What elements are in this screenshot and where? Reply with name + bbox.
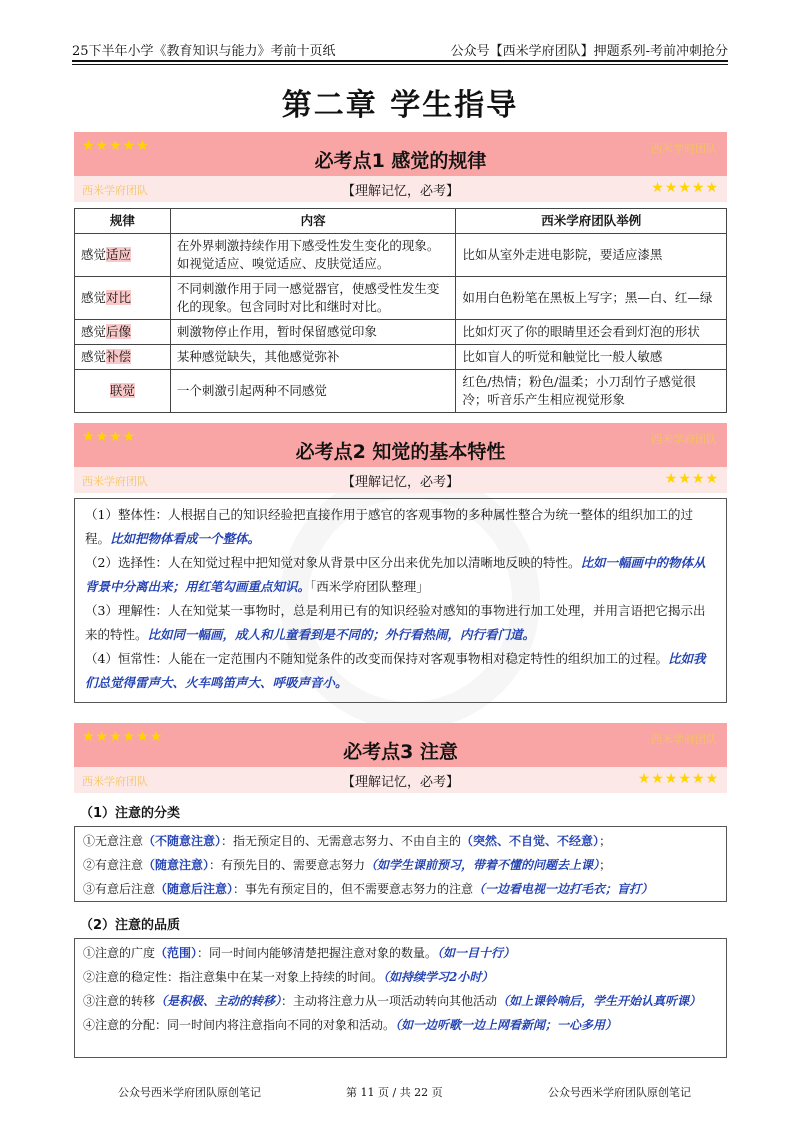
footer-left: 公众号西米学府团队原创笔记: [118, 1086, 261, 1099]
column-header: 规律: [75, 209, 171, 234]
footer-right: 公众号西米学府团队原创笔记: [548, 1086, 691, 1099]
item-example: （如上课铃响后，学生开始认真听课）: [497, 994, 702, 1008]
law-cell: [75, 320, 171, 345]
law-cell: [75, 277, 171, 320]
attention-quality-item: [83, 965, 718, 989]
attention-class-item: [83, 829, 718, 853]
item-desc: ：主动将注意力从一项活动转向其他活动: [281, 994, 498, 1008]
item-term: ②注意的稳定性: [83, 970, 168, 984]
attention-quality-box: [74, 938, 727, 1058]
law-prefix: 感觉: [81, 290, 107, 305]
item-alias: （随意注意）: [143, 858, 210, 872]
brand-watermark: 西米学府团队: [82, 475, 148, 488]
attention-class-item: [83, 853, 718, 877]
item-term: ①无意注意: [83, 834, 144, 848]
brand-watermark: 西米学府团队: [82, 775, 148, 788]
chapter-title: 第二章 学生指导: [281, 88, 519, 123]
item-desc: ：同一时间内将注意指向不同的对象和活动。: [155, 1018, 396, 1032]
perception-example: 比如一幅画中的物体从背景中分离出来；用红笔勾画重点知识。: [85, 555, 706, 594]
example-cell: 如用白色粉笔在黑板上写字；黑—白、红—绿: [456, 277, 727, 320]
item-term: ④注意的分配: [83, 1018, 156, 1032]
perception-note: 「西米学府团队整理」: [310, 579, 429, 594]
item-example: （一边看电视一边打毛衣；盲打）: [473, 882, 654, 896]
attention-quality-item: [83, 1013, 718, 1037]
section-banner-3: [74, 723, 727, 793]
header-rule-thin: [72, 64, 728, 65]
star-rating-icon: ★★★★★★: [82, 729, 164, 745]
law-prefix: 感觉: [81, 349, 107, 364]
column-header: 内容: [170, 209, 456, 234]
brand-watermark: 西米学府团队: [651, 733, 717, 746]
attention-class-box: [74, 826, 727, 902]
section-title: 必考点2 知觉的基本特性: [295, 441, 506, 463]
perception-example: 比如我们总觉得雷声大、火车鸣笛声大、呼吸声音小。: [85, 651, 706, 690]
perception-text: （2）选择性：人在知觉过程中把知觉对象从背景中区分出来优先加以清晰地反映的特性。: [85, 555, 581, 570]
brand-watermark: 西米学府团队: [651, 433, 717, 446]
law-highlight: 对比: [106, 290, 132, 305]
section-banner-1: [74, 132, 727, 202]
perception-item: [85, 599, 716, 647]
star-rating-icon: ★★★★: [82, 429, 137, 445]
example-cell: 比如灯灭了你的眼睛里还会看到灯泡的形状: [456, 320, 727, 345]
perception-text: （4）恒常性：人能在一定范围内不随知觉条件的改变而保持对客观事物相对稳定特性的组织加工的过程。: [85, 651, 668, 666]
law-highlight: 补偿: [106, 349, 132, 364]
content-cell: 一个刺激引起两种不同感觉: [170, 370, 456, 413]
brand-watermark: 西米学府团队: [651, 142, 717, 155]
item-example: （如一目十行）: [437, 946, 516, 960]
section-subtitle: 【理解记忆，必考】: [341, 775, 459, 790]
item-alias: （是积极、主动的转移）: [155, 994, 282, 1008]
header-right: 公众号【西米学府团队】押题系列-考前冲刺抢分: [450, 44, 728, 59]
perception-example: 比如把物体看成一个整体。: [110, 531, 261, 546]
perception-item: [85, 647, 716, 695]
item-end: ；: [599, 858, 612, 872]
section-title: 必考点3 注意: [343, 741, 458, 763]
law-highlight: 适应: [106, 247, 132, 262]
item-desc: ：事先有预定目的，但不需要意志努力的注意: [233, 882, 474, 896]
law-cell: [75, 234, 171, 277]
item-example: （如一边听歌一边上网看新闻；一心多用）: [395, 1018, 618, 1032]
star-rating-icon: ★★★★★★: [637, 771, 719, 787]
perception-item: [85, 551, 716, 599]
content-cell: 某种感觉缺失，其他感觉弥补: [170, 345, 456, 370]
star-rating-icon: ★★★★★: [82, 138, 150, 154]
content-cell: 不同刺激作用于同一感觉器官，使感受性发生变化的现象。包含同时对比和继时对比。: [170, 277, 456, 320]
sensation-law-table: [74, 208, 727, 413]
perception-box: [74, 498, 727, 703]
page-number: 第 11 页 / 共 22 页: [346, 1086, 443, 1099]
attention-class-item: [83, 877, 718, 901]
item-example: （突然、不自觉、不经意）: [461, 834, 600, 848]
table-row: [75, 370, 727, 413]
law-prefix: 感觉: [81, 324, 107, 339]
perception-example: 比如同一幅画，成人和儿童看到是不同的；外行看热闹，内行看门道。: [147, 627, 536, 642]
section-banner-2: [74, 423, 727, 493]
table-row: [75, 277, 727, 320]
example-cell: 比如从室外走进电影院，要适应漆黑: [456, 234, 727, 277]
item-alias: （随意后注意）: [155, 882, 234, 896]
content-cell: 刺激物停止作用，暂时保留感觉印象: [170, 320, 456, 345]
star-rating-icon: ★★★★★: [651, 180, 719, 196]
item-alias: （不随意注意）: [143, 834, 222, 848]
brand-watermark: 西米学府团队: [82, 184, 148, 197]
law-highlight: 后像: [106, 324, 132, 339]
example-cell: 比如盲人的听觉和触觉比一般人敏感: [456, 345, 727, 370]
perception-text: （1）整体性：人根据自己的知识经验把直接作用于感官的客观事物的多种属性整合为统一整体的组织加工的过程。: [85, 507, 693, 546]
item-term: ③有意后注意: [83, 882, 156, 896]
header-rule: [72, 60, 728, 62]
table-row: [75, 345, 727, 370]
item-desc: ：同一时间内能够清楚把握注意对象的数量。: [197, 946, 438, 960]
item-desc: ：指无预定目的、无需意志努力、不由自主的: [221, 834, 462, 848]
item-example: （如学生课前预习，带着不懂的问题去上课）: [365, 858, 600, 872]
column-header: 西米学府团队举例: [456, 209, 727, 234]
law-cell: [75, 370, 171, 413]
item-desc: ：有预先目的、需要意志努力: [209, 858, 366, 872]
table-header-row: [75, 209, 727, 234]
item-end: ；: [599, 834, 612, 848]
perception-text: （3）理解性：人在知觉某一事物时，总是利用已有的知识经验对感知的事物进行加工处理，并用言语把它揭示出来的特性。: [85, 603, 706, 642]
content-cell: 在外界刺激持续作用下感受性发生变化的现象。如视觉适应、嗅觉适应、皮肤觉适应。: [170, 234, 456, 277]
attention-quality-heading: （2）注意的品质: [80, 918, 181, 933]
header-left: 25下半年小学《教育知识与能力》考前十页纸: [72, 44, 336, 59]
table-row: [75, 320, 727, 345]
item-term: ①注意的广度: [83, 946, 156, 960]
item-alias: （范围）: [155, 946, 198, 960]
section-subtitle: 【理解记忆，必考】: [341, 184, 459, 199]
section-subtitle: 【理解记忆，必考】: [341, 475, 459, 490]
page-header: [72, 40, 728, 60]
attention-quality-item: [83, 941, 718, 965]
item-term: ③注意的转移: [83, 994, 156, 1008]
attention-quality-item: [83, 989, 718, 1013]
item-desc: ：指注意集中在某一对象上持续的时间。: [167, 970, 384, 984]
table-row: [75, 234, 727, 277]
item-term: ②有意注意: [83, 858, 144, 872]
star-rating-icon: ★★★★: [664, 471, 719, 487]
attention-classification-heading: （1）注意的分类: [80, 806, 181, 821]
section-title: 必考点1 感觉的规律: [314, 150, 487, 172]
example-cell: 红色/热情；粉色/温柔；小刀刮竹子感觉很冷；听音乐产生相应视觉形象: [456, 370, 727, 413]
item-example: （如持续学习2小时）: [383, 970, 494, 984]
law-cell: [75, 345, 171, 370]
law-highlight: 联觉: [109, 383, 135, 398]
law-prefix: 感觉: [81, 247, 107, 262]
perception-item: [85, 503, 716, 551]
